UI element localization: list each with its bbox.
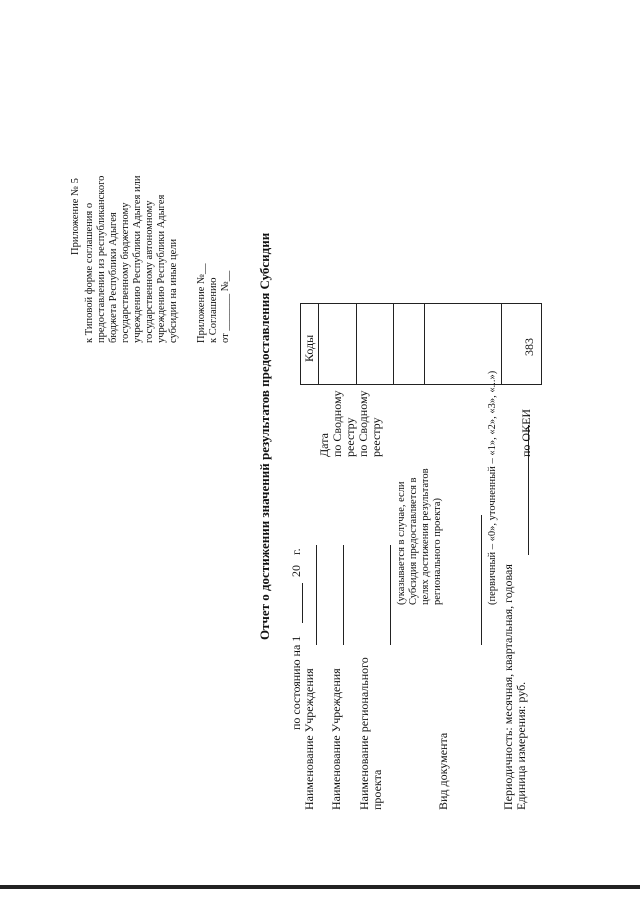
unit-label: Единица измерения: руб. [514,681,528,810]
institution-label-2: Наименование Учреждения [329,668,343,810]
appendix-line-5: учреждению Республики Адыгея или [132,175,143,343]
as-of-left: по состоянию на 1 [289,635,303,730]
codes-table [300,303,542,385]
appendix-heading: Приложение № 5 [70,178,81,255]
as-of-year-suffix: г. [289,548,303,555]
codes-header: Коды [302,334,316,362]
appendix-line-8: субсидии на иные цели [168,238,179,343]
attachment-line-1: Приложение №__ [196,263,207,343]
appendix-line-4: государственному бюджетному [120,202,131,343]
okei-label: по ОКЕИ [519,408,533,457]
page-title: Отчет о достижении значений результатов предоставления Субсидии [257,232,272,640]
project-note-4: регионального проекта) [432,497,443,605]
appendix-line-7: учреждению Республики Адыгея [156,194,167,343]
periodicity-label: Периодичность: месячная, квартальная, годовая [501,564,515,810]
project-line [390,545,391,645]
institution-line-1 [316,545,317,645]
doc-type-label: Вид документа [436,732,450,810]
appendix-line-6: государственному автономному [144,200,155,343]
appendix-line-3: бюджета Республики Адыгея [108,212,119,343]
appendix-line-2: предоставлении из республиканского [96,175,107,343]
doc-type-line [481,515,482,645]
as-of-year: 20 [289,565,303,577]
registry-label-1a: по Сводному [330,390,344,457]
date-label: Дата [317,433,331,457]
appendix-line-1: к Типовой форме соглашения о [84,202,95,343]
project-label-2: проекта [370,769,384,810]
attachment-line-3: от _______ №__ [220,270,231,343]
institution-line-2 [343,545,344,645]
okei-code: 383 [522,338,536,356]
registry-label-1b: реестру [343,417,357,457]
project-note-3: целях достижения результатов [420,468,431,605]
institution-label-1: Наименование Учреждения [302,668,316,810]
doc-type-note: (первичный – «0», уточненный – «1», «2», «3», «...») [487,370,498,605]
as-of-day-line [302,583,303,623]
registry-label-2a: по Сводному [356,390,370,457]
project-note-2: Субсидия предоставляется в [408,477,419,605]
page-bottom-edge [0,885,640,889]
registry-label-2b: реестру [369,417,383,457]
project-note-1: (указывается в случае, если [396,481,407,605]
project-label-1: Наименование регионального [357,657,371,810]
attachment-line-2: к Соглашению [208,277,219,343]
